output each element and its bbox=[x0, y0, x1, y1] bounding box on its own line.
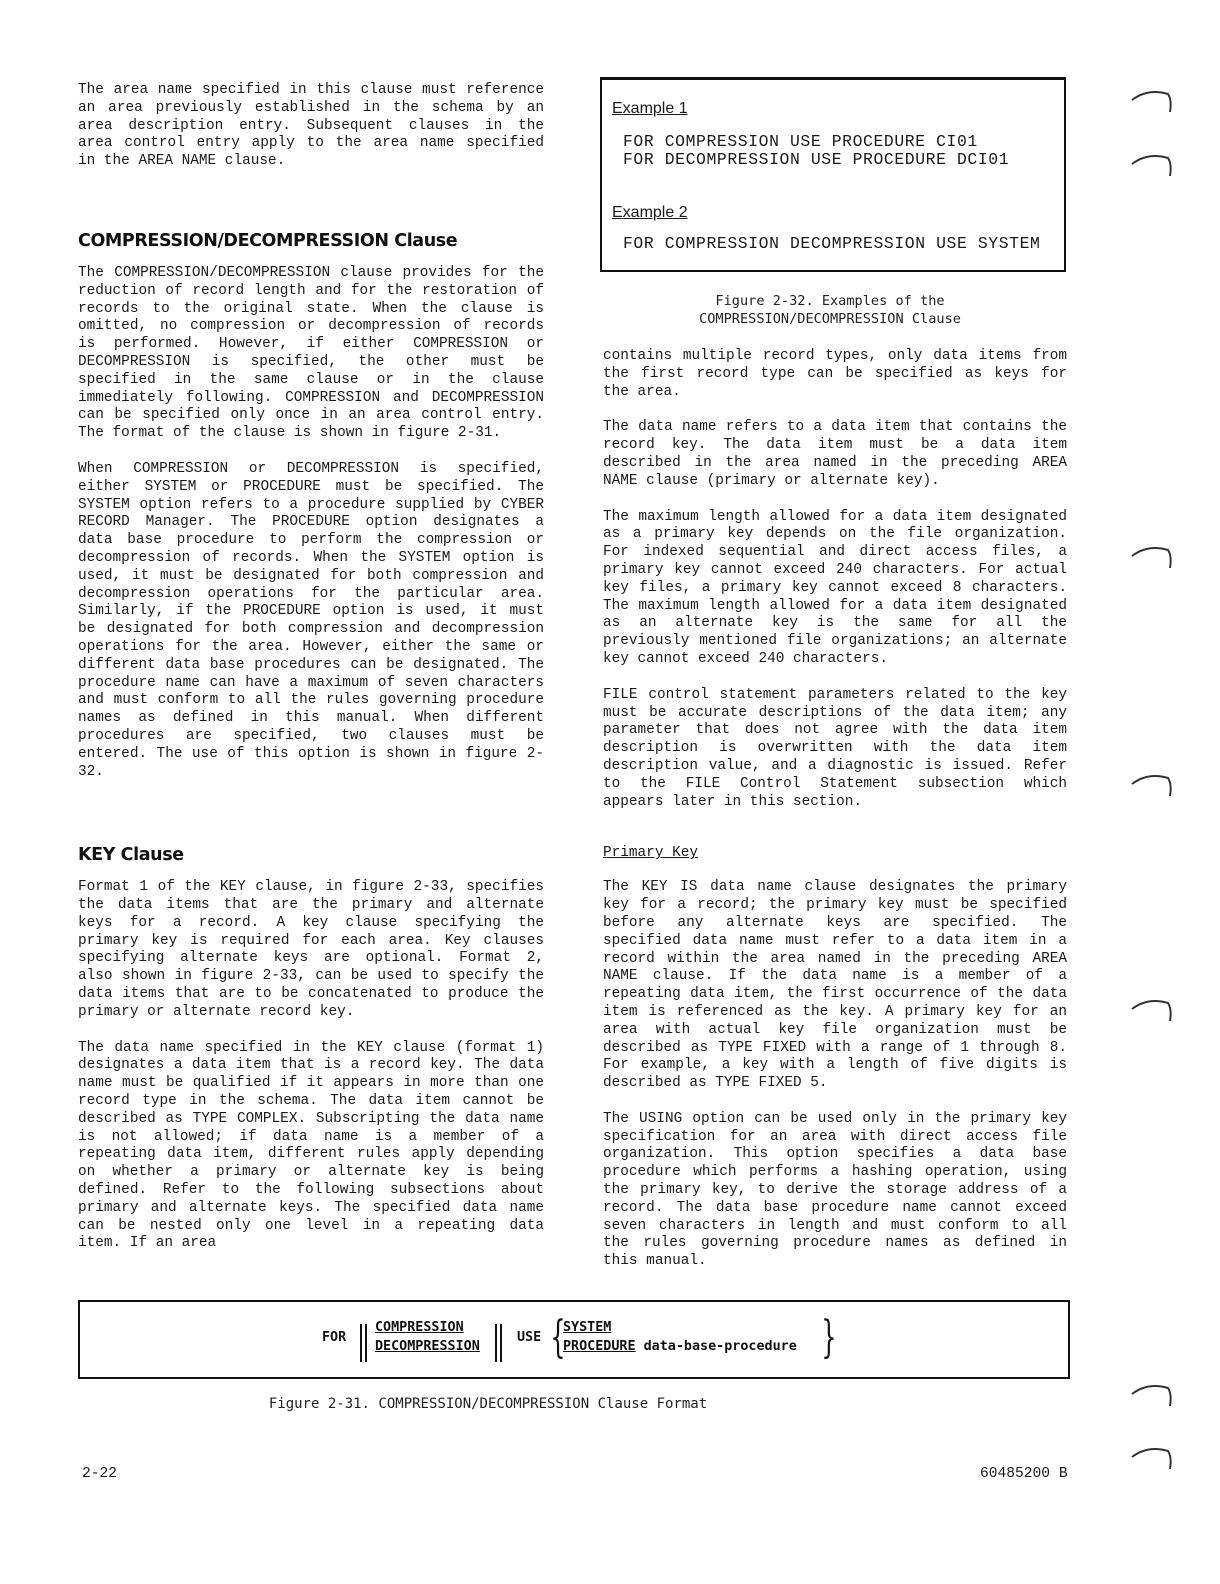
primary-key-heading: Primary Key bbox=[603, 845, 698, 862]
punch-hole-mark bbox=[1130, 86, 1174, 116]
figure-2-31-caption: Figure 2-31. COMPRESSION/DECOMPRESSION Clause Format bbox=[268, 1396, 708, 1412]
key-heading: KEY Clause bbox=[78, 845, 184, 866]
example-1-line-2: FOR DECOMPRESSION USE PROCEDURE DCI01 bbox=[623, 150, 1010, 169]
format-procedure: PROCEDURE bbox=[563, 1339, 636, 1354]
figure-2-32-caption-line-1: Figure 2-32. Examples of the bbox=[715, 293, 945, 309]
format-bar-right-2 bbox=[500, 1324, 502, 1362]
format-compression: COMPRESSION bbox=[375, 1320, 464, 1335]
example-2-line-1: FOR COMPRESSION DECOMPRESSION USE SYSTEM bbox=[623, 234, 1041, 253]
format-for-keyword: FOR bbox=[322, 1330, 347, 1345]
compression-paragraph-1: The COMPRESSION/DECOMPRESSION clause provides for the reduction of record length and for the restoration of records to the original state. When the clause is omitted, no compression or decompression of records is performed. However, if either COMPRESSION or DECOMPRESSION is specified, the other must be specified in the same clause or in the clause immediately following. COMPRESSION and DECOMPRESSION can be specified only once in an area control entry. The format of the clause is shown in figure 2-31. bbox=[78, 264, 544, 442]
example-2-label: Example 2 bbox=[612, 204, 688, 221]
format-bar-left-2 bbox=[365, 1324, 367, 1362]
compression-heading: COMPRESSION/DECOMPRESSION Clause bbox=[78, 230, 458, 251]
page-number: 2-22 bbox=[82, 1466, 118, 1482]
format-bar-right-1 bbox=[495, 1324, 497, 1362]
punch-hole-mark bbox=[1130, 995, 1174, 1025]
format-right-brace: } bbox=[821, 1312, 837, 1363]
format-bar-left-1 bbox=[360, 1324, 362, 1362]
punch-hole-mark bbox=[1130, 770, 1174, 800]
key-paragraph-1: Format 1 of the KEY clause, in figure 2-33, specifies the data items that are the primary and alternate keys for a record. A key clause specifying the primary key is required for each area. Key clauses specifying alternate keys are optional. Format 2, also shown in figure 2-33, can be used to specify the data items that are to be concatenated to produce the primary or alternate record key. bbox=[78, 879, 544, 1020]
format-left-brace: { bbox=[550, 1312, 566, 1363]
punch-hole-mark bbox=[1130, 1443, 1174, 1473]
document-number: 60485200 B bbox=[980, 1466, 1068, 1482]
intro-paragraph: The area name specified in this clause must reference an area previously established in the schema by an area description entry. Subsequent clauses in the area control entry apply to the area name specified in the AREA NAME clause. bbox=[78, 82, 544, 170]
punch-hole-mark bbox=[1130, 542, 1174, 572]
format-procedure-line bbox=[563, 1339, 797, 1354]
compression-paragraph-2: When COMPRESSION or DECOMPRESSION is specified, either SYSTEM or PROCEDURE must be specified. The SYSTEM option refers to a procedure supplied by CYBER RECORD Manager. The PROCEDURE option designates a data base procedure to perform the compression or decompression of records. When the SYSTEM option is used, it must be designated for both compression and decompression operations for the particular area. Similarly, if the PROCEDURE option is used, it must be designated for both compression and decompression operations for the area. However, either the same or different data base procedures can be designated. The procedure name can have a maximum of seven characters and must conform to all the rules governing procedure names as defined in this manual. When different procedures are specified, two clauses must be entered. The use of this option is shown in figure 2-32. bbox=[78, 460, 544, 780]
format-data-base-procedure: data-base-procedure bbox=[635, 1339, 797, 1354]
left-column bbox=[78, 82, 544, 1253]
right-paragraph-4: FILE control statement parameters related to the key must be accurate descriptions of the data item; any parameter that does not agree with the data item description is overwritten with the data item description value, and a diagnostic is issued. Refer to the FILE Control Statement subsection which appears later in this section. bbox=[603, 686, 1067, 810]
right-paragraph-1: contains multiple record types, only data items from the first record type can be specified as keys for the area. bbox=[603, 348, 1067, 400]
format-system: SYSTEM bbox=[563, 1320, 612, 1335]
right-paragraph-5: The KEY IS data name clause designates the primary key for a record; the primary key must be specified before any alternate keys are specified. The specified data name must refer to a data item in a record within the area named in the preceding AREA NAME clause. If the data name is a member of a repeating data item, the first occurrence of the data item is referenced as the key. A primary key for an area with actual key file organization must be described as TYPE FIXED with a range of 1 through 8. For example, a key with a length of five digits is described as TYPE FIXED 5. bbox=[603, 879, 1067, 1092]
right-paragraph-2: The data name refers to a data item that contains the record key. The data item must be a data item described in the area named in the preceding AREA NAME clause (primary or alternate key). bbox=[603, 419, 1067, 489]
format-use-keyword: USE bbox=[517, 1330, 542, 1345]
example-1-label: Example 1 bbox=[612, 100, 688, 117]
format-figure-box bbox=[78, 1300, 1070, 1379]
right-paragraph-6: The USING option can be used only in the primary key specification for an area with direct access file organization. This option specifies a data base procedure which performs a hashing operation, using the primary key, to derive the storage address of a record. The data base procedure name cannot exceed seven characters in length and must conform to all the rules governing procedure names as defined in this manual. bbox=[603, 1110, 1067, 1270]
right-paragraph-3: The maximum length allowed for a data item designated as a primary key depends on the file organization. For indexed sequential and direct access files, a primary key cannot exceed 240 characters. For actual key files, a primary key cannot exceed 8 characters. The maximum length allowed for a data item designated as an alternate key is the same for all the previously mentioned file organizations; an alternate key cannot exceed 240 characters. bbox=[603, 508, 1067, 667]
examples-figure-box bbox=[600, 77, 1066, 272]
punch-hole-mark bbox=[1130, 1380, 1174, 1410]
example-1-line-1: FOR COMPRESSION USE PROCEDURE CI01 bbox=[623, 132, 978, 151]
punch-hole-mark bbox=[1130, 150, 1174, 180]
key-paragraph-2: The data name specified in the KEY clause (format 1) designates a data item that is a record key. The data name must be qualified if it appears in more than one record type in the schema. The data item cannot be described as TYPE COMPLEX. Subscripting the data name is not allowed; if data name is a member of a repeating data item, different rules apply depending on whether a primary or alternate key is being defined. Refer to the following subsections about primary and alternate keys. The specified data name can be nested only one level in a repeating data item. If an area bbox=[78, 1039, 544, 1252]
figure-2-32-caption-line-2: COMPRESSION/DECOMPRESSION Clause bbox=[699, 311, 961, 327]
format-decompression: DECOMPRESSION bbox=[375, 1339, 480, 1354]
right-column bbox=[603, 348, 1067, 1271]
